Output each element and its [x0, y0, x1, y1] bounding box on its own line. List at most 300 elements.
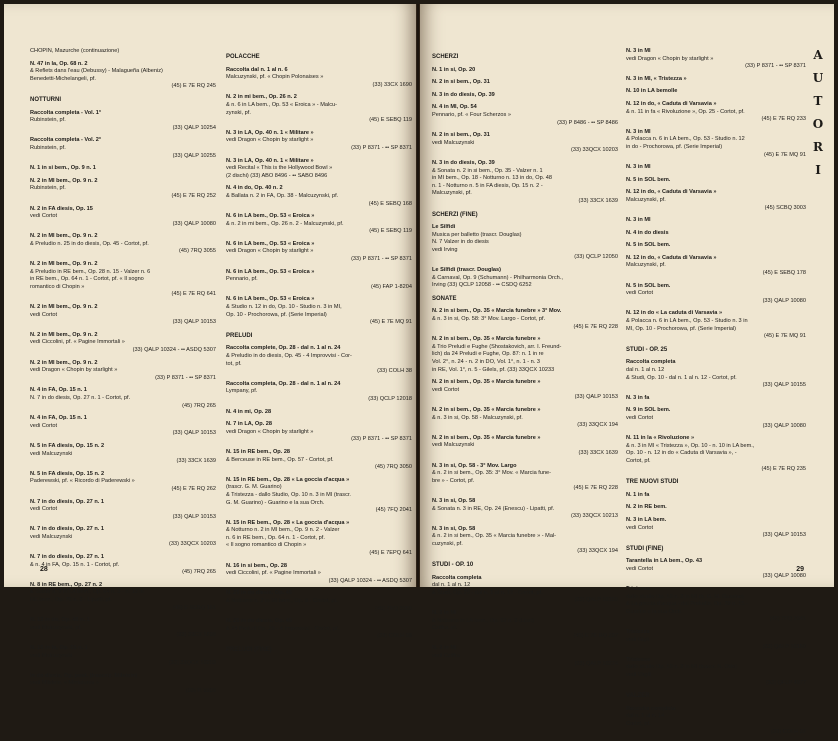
entry-line: & Polacca n. 6 in LA bem., Op. 53 - Studio n. 3 in: [626, 318, 748, 325]
catalog-number: (33) COLH 38: [377, 368, 412, 375]
entry-line: vedi Ciccolini, pf. « Pagine Immortali »: [226, 570, 321, 577]
entry-title: N. 4 in MI, Op. 54: [432, 104, 477, 111]
entry-line: Pennario, pf.: [226, 276, 258, 283]
entry-title: N. 2 in si bem., Op. 35 « Marcia funebre »: [432, 379, 541, 386]
catalog-entry: [30, 332, 216, 355]
catalog-number: (33) QALP 10274: [574, 660, 618, 667]
entry-line: vedi Gigli: [626, 636, 650, 643]
entry-title: N. 12 in do « La caduta di Varsavia »: [626, 310, 723, 317]
entry-line: Malcuzynski, pf.: [432, 190, 472, 197]
entry-line: vedi Malcuzynski: [30, 450, 73, 457]
catalog-number: (45) 7RQ 3050: [374, 464, 412, 471]
catalog-entry: [432, 435, 618, 458]
catalog-entry: [30, 387, 216, 410]
entry-title: N. 15 in RE bem., Op. 28: [226, 448, 291, 455]
catalog-number: (45) E 7EPQ 641: [369, 550, 412, 557]
entry-title: N. 2 in FA diesis, Op. 15: [30, 205, 93, 212]
catalog-number: (45) 7FQ 2041: [769, 616, 806, 623]
entry-title: N. 3 in fa: [626, 394, 650, 401]
entry-line: vedi Dragon « Chopin by starlight »: [226, 137, 314, 144]
entry-line: vedi Dragon « Chopin by starlight »: [226, 248, 314, 255]
entry-line: in RE bem., Op. 64 n. 1 - Cortot, pf. « Il sogno: [30, 276, 144, 283]
catalog-number: (33) QALP 10080: [172, 220, 216, 227]
catalog-number: (33) P 8371 - •• SP 8371: [745, 63, 806, 70]
left-column-1: [30, 48, 216, 701]
entry-line: & 24 Preludi Op. 28 - 4 Improvvisi - Cortot, pf.: [226, 625, 340, 632]
entry-line: vedi Irving: [432, 246, 458, 253]
catalog-entry: [626, 217, 806, 225]
entry-line: vedi Milstein, « Miniatures »: [30, 680, 100, 687]
side-letter: I: [815, 163, 821, 177]
entry-title: N. 3 in si, Op. 58 - 3° Mov. Largo: [432, 462, 517, 469]
catalog-number: (33) QALP 10153: [172, 513, 216, 520]
catalog-entry: [626, 88, 806, 96]
entry-line: vedi Ciccolini, pf. « Pagine Immortali »: [30, 339, 125, 346]
catalog-entry: [226, 409, 412, 417]
entry-line: & Valzer n. 8 in LA bem., Op. 64 n. 3 - n. 13 in: [30, 589, 144, 596]
catalog-number: (33) 33CX 1639: [176, 632, 216, 639]
left-page: [4, 4, 416, 694]
entry-line: n. 1 - Notturno n. 5 in FA diesis, Op. 15 n. 2 -: [432, 182, 543, 189]
catalog-entry: [626, 310, 806, 340]
entry-title: Raccolta complete, Op. 28 - dal n. 1 al n. 24: [226, 345, 341, 352]
entry-line: lich) da 24 Preludi e Fughe, Op. 87: n. 1 in re: [432, 351, 544, 358]
entry-title: N. 3 in si, Op. 58: [432, 525, 476, 532]
entry-title: N. 2 in si bem., Op. 35 « Marcia funebre »: [432, 406, 541, 413]
catalog-number: (45) E SEBQ 119: [369, 117, 412, 124]
entry-title: Raccolta completa - Vol. 1°: [30, 109, 102, 116]
catalog-number: (33) 33CX 1690: [372, 81, 412, 88]
right-column-2: [626, 48, 806, 741]
catalog-entry: [432, 308, 618, 331]
entry-title: N. 6 in LA bem., Op. 53 « Eroica »: [226, 268, 315, 275]
entry-line: & n. 3 in si, Op. 58: 3° Mov. Largo - Cortot, pf.: [432, 316, 546, 323]
entry-line: RE bem., Op. 70 n. 3 - Lipatti, pf.: [30, 597, 112, 604]
catalog-entry: [226, 618, 412, 641]
catalog-entry: [30, 673, 216, 696]
page-number-right: 29: [796, 566, 804, 573]
catalog-entry: [626, 359, 806, 389]
catalog-number: (33) 33CX 1639: [578, 197, 618, 204]
entry-line: & n. 2 in mi bem., Op. 26 n. 2 - Malcuzynski, pf.: [226, 220, 344, 227]
entry-line: (trascr. G. M. Guarino): [226, 484, 282, 491]
catalog-number: (33) P. 8339: [185, 687, 216, 694]
catalog-number: (33) QALP 10254: [172, 124, 216, 131]
entry-title: In do diesis, Op. post. (trascriz. Milstein): [30, 672, 138, 679]
catalog-number: (33) QALP 10155: [762, 382, 806, 389]
right-page: [420, 4, 834, 735]
entry-title: N. 15 in RE bem., Op. 28 « La goccia d'acqua »: [226, 476, 350, 483]
catalog-entry: [626, 164, 806, 172]
page-number-left: 28: [40, 566, 48, 573]
catalog-entry: [226, 563, 412, 586]
entry-line: Op. 10 - Prochorowa, pf. (Serie Imperial): [226, 311, 327, 318]
catalog-number: (45) E 7E RQ 252: [171, 192, 216, 199]
catalog-number: (45) E 7E RQ 235: [761, 465, 806, 472]
entry-title: Raccolta completa - Vol. 2°: [30, 137, 102, 144]
entry-line: N. 7 in do diesis, Op. 27 n. 1 - Cortot, pf.: [30, 394, 131, 401]
catalog-number: (33) QALP 10080: [762, 573, 806, 580]
entry-line: vedi Dragon « Chopin by starlight »: [626, 55, 714, 62]
catalog-entry: [432, 224, 618, 262]
catalog-entry: [226, 296, 412, 326]
section-heading: SCHERZI (FINE): [432, 211, 478, 218]
catalog-number: (33) 33QCX 10203: [571, 147, 618, 154]
entry-title: N. 3 in MI: [626, 217, 651, 224]
catalog-entry: [30, 499, 216, 522]
catalog-number: (45) 7RQ 265: [182, 569, 216, 576]
catalog-number: (45) E SEBQ 119: [369, 228, 412, 235]
entry-title: N. 11 in la « Rivoluzione »: [626, 435, 695, 442]
entry-line: Malcuzynski, pf.: [626, 262, 666, 269]
entry-line: Musica per balletto (trascr. Douglas): [432, 231, 522, 238]
catalog-entry: [30, 617, 216, 640]
entry-title: N. 6 in LA bem., Op. 53 « Eroica »: [226, 296, 315, 303]
catalog-entry: [432, 526, 618, 556]
entry-title: N. 25 in do diesis, Op. 45: [226, 590, 292, 597]
catalog-number: (33) P 8371 - •• SP 8371: [351, 144, 412, 151]
catalog-number: (33) 33CX 1639: [176, 458, 216, 465]
section-heading: PRELUDI (FINE): [226, 647, 272, 653]
entry-line: & n. 3 in MI « Tristezza », Op. 10 - n. 10 in LA bem.,: [626, 442, 755, 449]
section-heading: TRE NUOVI STUDI: [626, 479, 679, 486]
catalog-number: (33) QCLP 12050: [574, 254, 618, 261]
entry-line: & Reflets dans l'eau (Debussy) - Malagueña (Albeniz): [30, 68, 163, 75]
entry-line: cuzynski, pf.: [432, 540, 463, 547]
catalog-entry: [626, 558, 806, 581]
catalog-entry: [30, 178, 216, 201]
entry-line: Rubinstein, pf.: [30, 185, 66, 192]
section-heading: SONATE: [432, 295, 457, 302]
entry-title: N. 3 in MI: [626, 48, 651, 54]
entry-title: Tristesse: [626, 656, 651, 663]
entry-title: N. 3 in MI: [626, 128, 651, 135]
entry-title: N. 5 in FA diesis, Op. 15 n. 2: [30, 470, 105, 477]
entry-line: in MI bem., Op. 18 - Notturno n. 13 in do, Op. 48: [432, 175, 553, 182]
entry-line: in RE, Vol. 1°, n. 5 - Gilels, pf. (33) 33QCX 10233: [432, 366, 555, 373]
catalog-entry: [626, 230, 806, 238]
catalog-number: (33) 33QCX 194: [577, 422, 618, 429]
catalog-entry: [30, 471, 216, 494]
catalog-number: (45) E SEBQ 151: [172, 604, 216, 611]
catalog-entry: [626, 101, 806, 124]
catalog-number: (45) E 7E MQ 91: [764, 333, 806, 340]
entry-title: N. 2 in MI bem., Op. 9 n. 2: [30, 304, 98, 311]
entry-line: & Sonata n. 2 in si bem., Op. 35 - Valzer n. 1: [432, 167, 543, 174]
running-header: CHOPIN, Mazurche (continuazione): [30, 48, 120, 54]
entry-title: N. 4 in do diesis: [626, 229, 669, 236]
entry-title: N. 5 in SOL bem.: [626, 176, 671, 183]
catalog-entry: [432, 67, 618, 75]
entry-line: Benedetti-Michelangeli, pf.: [30, 75, 96, 82]
catalog-entry: [626, 255, 806, 278]
entry-line: vedi Cortot: [30, 506, 58, 513]
catalog-number: (45) SCBQ 3003: [764, 204, 806, 211]
entry-title: N. 1 in si, Op. 20: [432, 66, 476, 73]
entry-title: N. 5 in FA diesis, Op. 15 n. 2: [30, 442, 105, 449]
catalog-number: (33) QFLP 4077: [765, 679, 806, 686]
catalog-number: (45) 7RQ 265: [182, 402, 216, 409]
entry-line: & n. 3 in si, Op. 58 - Malcuzynski, pf.: [432, 414, 523, 421]
catalog-number: (33) 33QCX 10203: [169, 660, 216, 667]
side-letter: A: [813, 48, 823, 62]
entry-title: N. 3 in MI: [432, 645, 457, 652]
entry-line: Paderewski, pf. « Ricordo di Paderewski »: [30, 478, 135, 485]
catalog-entry: [30, 443, 216, 466]
catalog-number: (33) QALP 10150: [762, 644, 806, 651]
catalog-number: (33) 33QCX 194: [577, 548, 618, 555]
entry-line: & Studio n. 12 in do, Op. 10 - Studio n. 3 in MI,: [226, 304, 342, 311]
entry-line: vedi Cortot: [626, 290, 654, 297]
entry-title: Tristezza: [626, 629, 650, 636]
catalog-entry: [226, 158, 412, 181]
entry-line: vedi Dragon « Chopin by starlight »: [30, 367, 118, 374]
catalog-number: (45) E 7E RQ 245: [171, 83, 216, 90]
entry-line: romantico di Chopin »: [30, 283, 85, 290]
section-heading: STUDI - OP. 25: [626, 346, 668, 353]
catalog-entry: [30, 206, 216, 229]
catalog-entry: [30, 261, 216, 299]
entry-line: (2 dischi) (33) ABO 8496 - •• SABO 8496: [226, 172, 328, 179]
catalog-number: (33) P 8371 - •• SP 8371: [155, 374, 216, 381]
entry-title: Tarantella in LA bem., Op. 43: [626, 558, 703, 565]
entry-title: N. 2 in mi bem., Op. 26 n. 2: [226, 94, 297, 101]
section-heading: VALZER: [626, 693, 650, 700]
section-heading: NOTTURNI: [30, 96, 61, 103]
entry-title: N. 3 in MI: [626, 164, 651, 171]
entry-line: vedi Dragon « Chopin by starlight »: [226, 428, 314, 435]
entry-title: Raccolta completa: [626, 359, 676, 366]
entry-line: & Tristezza - dallo Studio, Op. 10 n. 3 in MI (trascr.: [226, 491, 351, 498]
entry-title: Raccolta completa, Op. 28 - dal n. 1 al n. 24: [226, 380, 341, 387]
catalog-entry: [432, 498, 618, 521]
entry-line: n. 6 in RE bem., Op. 64 n. 1 - Cortot, pf.: [226, 534, 325, 541]
entry-line: Malcuzynski, pf. « Chopin Polonaises »: [226, 74, 324, 81]
entry-title: N. 25 in do diesis, Op. 45: [226, 618, 292, 625]
catalog-number: (33) P 8371 - •• SP 8371: [351, 436, 412, 443]
entry-title: N. 7 in do diesis, Op. 27 n. 1: [30, 554, 104, 561]
entry-line: Vol. 2°, n. 24 - n. 2 in DO, Vol. 1°, n. 1 - n. 3: [432, 359, 541, 365]
catalog-number: (33) QALP 10080: [762, 297, 806, 304]
catalog-entry: [432, 379, 618, 402]
entry-line: dallo studio Op. 10 n. 3 in MI (trascr. N. Otto): [626, 664, 737, 671]
entry-line: & Polacca n. 6 in LA bem., Op. 53 - Studio n. 12: [626, 136, 745, 143]
entry-title: N. 4 in FA, Op. 15 n. 1: [30, 387, 87, 394]
catalog-number: (45) E 7E MQ 91: [370, 319, 412, 326]
catalog-entry: [226, 94, 412, 124]
entry-line: G. M. Guarino) - Guarino e la sua Orch.: [226, 499, 325, 506]
entry-title: N. 1 in fa: [626, 491, 650, 498]
catalog-number: (33) 33QCX 10213: [571, 513, 618, 520]
entry-line: dal n. 1 al n. 14: [626, 713, 665, 720]
entry-title: N. 3 in si, Op. 58: [432, 497, 476, 504]
entry-title: N. 2 in RE bem.: [626, 504, 667, 511]
catalog-entry: [226, 185, 412, 208]
entry-line: & n. 2 in si bem., Op. 35: 3° Mov. « Marcia fune-: [432, 470, 552, 477]
catalog-entry: [432, 463, 618, 493]
catalog-number: (45) FAP 1-8204: [371, 283, 412, 290]
catalog-number: (33) P 8486 - •• SP 8486: [557, 119, 618, 126]
entry-line: & Carnaval, Op. 9 (Schumann) - Philharmonia Orch.,: [432, 274, 563, 281]
catalog-number: (33) QALP 10324 - •• ASDQ 5307: [328, 577, 412, 584]
entry-line: & n. 6 in LA bem., Op. 53 « Eroica » - Malcu-: [226, 101, 337, 108]
entry-title: N. 7 in do diesis, Op. 27 n. 1: [30, 526, 104, 533]
catalog-entry: [626, 177, 806, 185]
entry-title: N. 2 in si bem., Op. 35 « Marcia funebre »: [432, 434, 541, 441]
entry-title: N. 13 in do, Op. 48 n. 1: [30, 617, 90, 624]
entry-line: vedi Malcuzynski: [432, 442, 475, 449]
catalog-number: (33) QALP 10080: [762, 422, 806, 429]
catalog-number: (33) QALP 10153: [172, 430, 216, 437]
catalog-entry: [432, 104, 618, 127]
catalog-entry: [626, 395, 806, 403]
entry-line: & Ballata n. 2 in FA, Op. 38 - Malcuzynski, pf.: [226, 192, 339, 199]
side-letter: R: [813, 140, 823, 154]
catalog-entry: [226, 269, 412, 292]
entry-title: N. 4 in mi, Op. 28: [226, 408, 272, 415]
entry-line: vedi Cziffra: [432, 653, 460, 659]
entry-title: N. 16 in si bem., Op. 28: [226, 562, 287, 569]
catalog-number: (33) COLH 32: [771, 728, 806, 735]
entry-title: N. 7 in do diesis, Op. 27 n. 1: [30, 498, 104, 505]
entry-line: & n. 4 in FA, Op. 15 n. 1 - Cortot, pf.: [30, 561, 120, 568]
catalog-entry: [626, 129, 806, 159]
entry-title: N. 2 in si bem., Op. 35 « Marcia funebre »: [432, 336, 541, 343]
entry-title: N. 5 in SOL bem.: [626, 282, 671, 289]
entry-line: Cortot, pf.: [626, 457, 651, 464]
catalog-entry: [432, 575, 618, 605]
entry-line: bre » - Cortot, pf.: [432, 477, 475, 484]
entry-line: vedi Malcuzynski: [432, 139, 475, 146]
catalog-entry: [30, 304, 216, 327]
entry-title: N. 10 in LA bemolle: [626, 88, 678, 95]
entry-title: N. 4 in FA, Op. 15 n. 1: [30, 415, 87, 422]
entry-line: dal n. 1 al n. 12: [432, 582, 471, 589]
entry-title: N. 2 in MI bem., Op. 9 n. 2: [30, 331, 98, 338]
catalog-number: (33) QALP 10153: [574, 394, 618, 401]
entry-title: Raccolta completa: [432, 574, 482, 581]
entry-title: N. 2 in MI bem., Op. 9 n. 2: [30, 177, 98, 184]
entry-line: & Notturno n. 2 in MI bem., Op. 9 n. 2 - Valzer: [226, 527, 340, 534]
entry-line: dallo studio Op. 10 n. 3 in MI (tr. G. M. Guarino): [626, 593, 744, 600]
catalog-entry: [626, 586, 806, 624]
catalog-number: (45) E 7E MQ 91: [764, 151, 806, 158]
entry-line: & Trio Preludi e Fughe (Shostakovich, arr. I. Freund-: [432, 343, 562, 350]
catalog-entry: [30, 137, 216, 160]
entry-line: vedi Malcuzynski: [30, 533, 73, 540]
section-heading: PRELUDI: [226, 332, 253, 339]
entry-line: Irving (33) QCLP 12058 - •• CSDQ 6252: [432, 282, 532, 289]
entry-line: vedi Cortot: [626, 524, 654, 531]
catalog-entry: [432, 79, 618, 87]
entry-title: N. 2 in si bem., Op. 31: [432, 79, 490, 86]
entry-line: vedi Cortot: [626, 565, 654, 572]
catalog-entry: [432, 407, 618, 430]
entry-line: dal n. 1 al n. 12: [626, 367, 665, 373]
catalog-entry: [226, 67, 412, 90]
entry-title: N. 15 in fa, Op. 55 n. 1: [30, 645, 88, 651]
catalog-entry: [226, 345, 412, 375]
catalog-entry: [30, 360, 216, 383]
catalog-number: (45) E 7E RQ 228: [573, 323, 618, 330]
catalog-number: (33) QALP 10255: [172, 152, 216, 159]
entry-title: N. 8 in RE bem., Op. 27 n. 2: [30, 581, 103, 588]
catalog-number: (45) E 7E RQ 228: [573, 485, 618, 492]
entry-line: vedi Cortot: [432, 386, 460, 393]
catalog-entry: [626, 629, 806, 652]
entry-line: & n. 2 in si bem., Op. 35 « Marcia funebre » - Mal-: [432, 533, 557, 540]
entry-line: Lympany, pf.: [226, 388, 258, 395]
catalog-entry: [226, 590, 412, 613]
entry-line: & Preludio in RE bem., Op. 28 n. 15 - Valzer n. 6: [30, 268, 151, 275]
entry-title: Le Silfidi (trascr. Douglas): [432, 267, 502, 274]
section-heading: STUDI (FINE): [626, 545, 664, 552]
catalog-number: (33) P 8371 - •• SP 8371: [351, 256, 412, 263]
entry-title: N. 9 in SOL bem.: [626, 407, 671, 414]
entry-title: N. 47 in la, Op. 68 n. 2: [30, 60, 88, 67]
catalog-entry: [226, 381, 412, 404]
entry-title: N. 3 in do diesis, Op. 39: [432, 159, 495, 166]
catalog-number: (33) QALP 10324 - •• ASDQ 5307: [132, 347, 216, 353]
catalog-number: (45) E 7E RQ 262: [171, 485, 216, 492]
catalog-entry: [626, 76, 806, 84]
catalog-number: (45) E 7E RQ 641: [171, 291, 216, 298]
entry-line: & Sonata n. 3 in RE, Op. 24 (Enescu) - Lipatti, pf.: [432, 505, 555, 512]
section-heading: SCHERZI: [432, 54, 459, 60]
catalog-entry: [432, 160, 618, 206]
entry-line: & n. 11 in fa « Rivoluzione », Op. 25 - Cortot, pf.: [626, 108, 745, 115]
catalog-entry: [30, 582, 216, 612]
entry-line: Cortot, pf.: [626, 720, 651, 727]
catalog-entry: [30, 554, 216, 577]
catalog-number: (33) 33CX 1639: [578, 449, 618, 456]
entry-title: N. 3 in do diesis, Op. 39: [432, 91, 495, 98]
entry-line: in do - Prochorowa, pf. (Serie Imperial): [626, 143, 723, 150]
catalog-entry: [432, 610, 618, 640]
catalog-number: (33) COLH 38: [377, 633, 412, 640]
catalog-entry: [226, 213, 412, 236]
side-index-letters: [810, 44, 826, 182]
entry-line: vedi Virgili: [626, 672, 652, 678]
entry-line: & Notturno in LA bem., Op. 62 n. 3 (Liszt): [432, 617, 535, 624]
entry-title: N. 2 in si bem., Op. 35 « Marcia funebre » 3° Mov.: [432, 308, 562, 315]
entry-line: « Il sogno romantico di Chopin »: [226, 542, 307, 549]
catalog-entry: [226, 421, 412, 444]
entry-title: Raccolta dal n. 1 al n. 6: [226, 66, 288, 73]
entry-line: vedi Malcuzynski, pf.: [30, 624, 82, 631]
catalog-entry: [432, 336, 618, 374]
entry-title: N. 3 in LA, Op. 40 n. 1 « Militare »: [226, 129, 314, 136]
entry-title: N. 1 in si bem., Op. 9 n. 1: [30, 165, 96, 172]
entry-title: N. 3 in LA bem.: [626, 516, 667, 523]
entry-line: & Studi, Op. 10 - dal n. 1 al n. 12 - Cortot, pf.: [626, 374, 737, 381]
catalog-number: (33) QALP 10153: [172, 319, 216, 326]
entry-title: N. 12 in do, « Caduta di Varsavia »: [626, 100, 717, 107]
catalog-entry: [226, 449, 412, 472]
entry-line: & Studi, Op. 25 - dal n. 1 al n. 12 - Cortot, pf.: [432, 589, 543, 596]
entry-line: vedi Cortot: [30, 422, 58, 429]
entry-title: N. 3 in MI: [432, 610, 457, 617]
catalog-entry: [626, 706, 806, 736]
catalog-entry: [626, 242, 806, 250]
catalog-number: (45) 7RQ 3055: [374, 605, 412, 612]
entry-line: Guarino e la sua Orch.: [626, 608, 683, 615]
entry-line: Rubinstein, pf.: [30, 117, 66, 124]
catalog-entry: [30, 415, 216, 438]
catalog-number: (33) QALP 10155: [574, 597, 618, 604]
left-column-2: [226, 48, 412, 660]
catalog-entry: [626, 517, 806, 540]
